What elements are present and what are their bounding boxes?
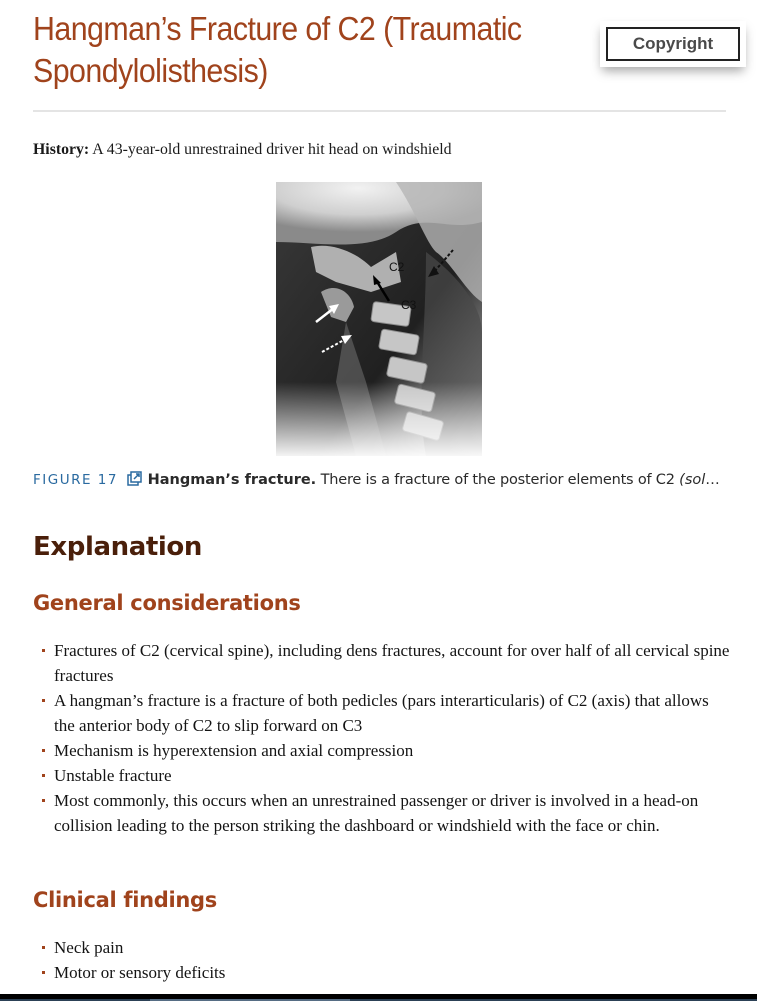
general-considerations-heading: General considerations [33, 591, 301, 615]
xray-figure-image[interactable] [276, 182, 482, 456]
figure-label[interactable]: FIGURE 17 [33, 472, 118, 488]
copyright-button[interactable]: Copyright [606, 27, 740, 61]
history-label: History: [33, 141, 90, 158]
list-item: Unstable fracture [40, 763, 730, 788]
list-item: Mechanism is hyperextension and axial compression [40, 738, 730, 763]
bottom-taskbar [0, 994, 757, 1001]
general-considerations-list [40, 638, 730, 838]
list-item: Fractures of C2 (cervical spine), including dens fractures, account for over half of all cervical spine fractures [40, 638, 730, 688]
history-paragraph [33, 141, 452, 159]
explanation-heading: Explanation [33, 532, 202, 562]
list-item: Neck pain [40, 935, 730, 960]
figure-text: There is a fracture of the posterior elements of C2 [316, 472, 680, 488]
page-title: Hangman’s Fracture of C2 (Traumatic Spondylolisthesis) [33, 10, 522, 89]
figure-title: Hangman’s fracture. [147, 472, 317, 488]
clinical-findings-list [40, 935, 730, 985]
cervical-spine-xray-illustration [276, 182, 482, 456]
figure-ellipsis[interactable]: … [705, 472, 720, 488]
open-external-icon[interactable] [127, 471, 142, 490]
figure-caption [33, 471, 733, 490]
history-text: A 43-year-old unrestrained driver hit head on windshield [89, 141, 452, 158]
figure-text-italic: (sol [679, 472, 706, 488]
list-item: A hangman’s fracture is a fracture of both pedicles (pars interarticularis) of C2 (axis) that allows the anterior body of C2 to slip forward on C3 [40, 688, 730, 738]
list-item: Most commonly, this occurs when an unrestrained passenger or driver is involved in a head-on collision leading to the person striking the dashboard or windshield with the face or chin. [40, 788, 730, 838]
clinical-findings-heading: Clinical findings [33, 888, 217, 912]
label-c2: C2 [389, 260, 405, 274]
label-c3: C3 [401, 298, 417, 312]
title-divider [33, 110, 726, 112]
list-item: Motor or sensory deficits [40, 960, 730, 985]
